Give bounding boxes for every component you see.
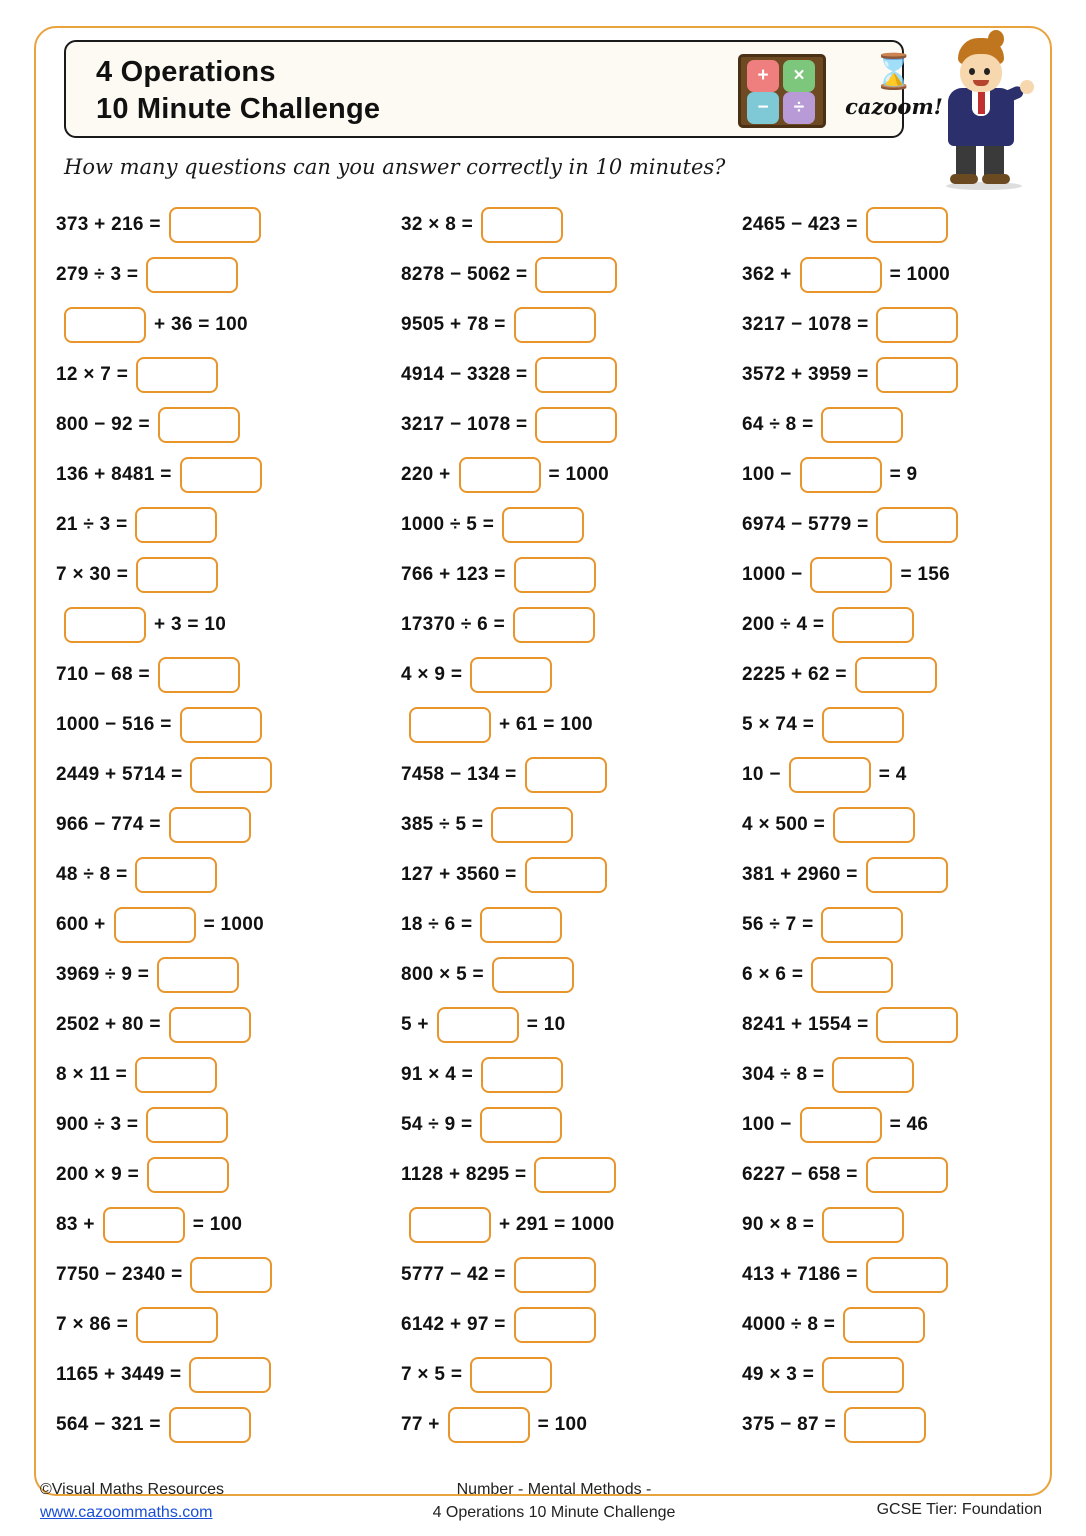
question-item (742, 500, 1036, 550)
question-item (56, 1350, 401, 1400)
question-item (742, 900, 1036, 950)
answer-box[interactable] (876, 357, 958, 393)
question-item (742, 850, 1036, 900)
question-text: 6142 + 97 = (400, 1314, 506, 1335)
question-item (56, 1200, 401, 1250)
question-item (56, 1300, 401, 1350)
question-item (56, 250, 401, 300)
question-item (56, 450, 401, 500)
question-text: 381 + 2960 = (742, 864, 858, 885)
question-item (401, 550, 742, 600)
question-text: 2502 + 80 = (56, 1014, 161, 1035)
title-line-1: 4 Operations (96, 56, 276, 88)
question-text: 54 ÷ 9 = (400, 1114, 473, 1135)
question-item (56, 700, 401, 750)
answer-box[interactable] (180, 707, 262, 743)
question-text: 2465 − 423 = (742, 214, 858, 235)
question-text: 5777 − 42 = (400, 1264, 506, 1285)
answer-box[interactable] (800, 457, 882, 493)
question-column-2 (401, 200, 742, 1450)
answer-box[interactable] (480, 1107, 562, 1143)
question-text: 304 ÷ 8 = (742, 1064, 825, 1085)
worksheet-header (64, 40, 1024, 142)
answer-box[interactable] (158, 407, 240, 443)
answer-box[interactable] (502, 507, 584, 543)
question-suffix: = 9 (889, 464, 918, 485)
question-item (56, 900, 401, 950)
question-column-1 (56, 200, 401, 1450)
question-text: 7458 − 134 = (400, 764, 517, 785)
answer-box[interactable] (876, 507, 958, 543)
topic-line-1: Number - Mental Methods - (456, 1481, 652, 1498)
question-item (56, 200, 401, 250)
question-text: 77 + (400, 1414, 440, 1435)
answer-box[interactable] (147, 1157, 229, 1193)
question-item (742, 1150, 1036, 1200)
question-text: 6 × 6 = (742, 964, 804, 985)
answer-box[interactable] (811, 957, 893, 993)
page-footer (34, 1478, 1052, 1536)
answer-box[interactable] (158, 657, 240, 693)
question-item (401, 250, 742, 300)
question-item (401, 450, 742, 500)
answer-box[interactable] (822, 1357, 904, 1393)
question-text: 766 + 123 = (400, 564, 506, 585)
question-text: 1000 − 516 = (56, 714, 172, 735)
answer-box[interactable] (157, 957, 239, 993)
question-item (56, 850, 401, 900)
question-text: 3969 ÷ 9 = (56, 964, 150, 985)
question-item (56, 300, 401, 350)
answer-box[interactable] (459, 457, 541, 493)
answer-box[interactable] (169, 1007, 251, 1043)
question-text: 375 − 87 = (742, 1414, 836, 1435)
question-item (742, 1350, 1036, 1400)
answer-box[interactable] (844, 1407, 926, 1443)
question-text: 385 ÷ 5 = (400, 814, 484, 835)
answer-box[interactable] (534, 1157, 616, 1193)
question-item (742, 350, 1036, 400)
question-text: 600 + (56, 914, 106, 935)
question-text: 136 + 8481 = (56, 464, 172, 485)
question-item (742, 400, 1036, 450)
question-item (401, 400, 742, 450)
answer-box[interactable] (103, 1207, 185, 1243)
question-text: 21 ÷ 3 = (56, 514, 128, 535)
question-text: 1000 ÷ 5 = (400, 514, 495, 535)
times-tile-icon: × (783, 60, 815, 92)
answer-box[interactable] (535, 357, 617, 393)
question-item (401, 750, 742, 800)
footer-left (40, 1478, 224, 1524)
question-text: 362 + (742, 264, 792, 285)
answer-box[interactable] (876, 307, 958, 343)
question-text: 900 ÷ 3 = (56, 1114, 139, 1135)
question-text: 12 × 7 = (56, 364, 129, 385)
answer-box[interactable] (789, 757, 871, 793)
question-item (401, 950, 742, 1000)
question-suffix: + 36 = 100 (154, 314, 248, 335)
question-item (742, 1050, 1036, 1100)
answer-box[interactable] (480, 907, 562, 943)
question-text: 49 × 3 = (742, 1364, 815, 1385)
question-item (742, 1200, 1036, 1250)
question-item (742, 1250, 1036, 1300)
answer-box[interactable] (189, 1357, 271, 1393)
question-text: 32 × 8 = (400, 214, 474, 235)
question-item (742, 200, 1036, 250)
question-text: 91 × 4 = (400, 1064, 474, 1085)
answer-box[interactable] (514, 557, 596, 593)
student-mascot-illustration (932, 36, 1042, 188)
question-text: 564 − 321 = (56, 1414, 161, 1435)
question-item (401, 850, 742, 900)
question-item (742, 800, 1036, 850)
question-item (56, 1000, 401, 1050)
questions-grid (56, 200, 1036, 1450)
question-text: 5 × 74 = (742, 714, 815, 735)
tier-label: GCSE Tier: Foundation (876, 1501, 1042, 1518)
question-item (401, 1250, 742, 1300)
answer-box[interactable] (832, 607, 914, 643)
question-item (401, 800, 742, 850)
question-text: 2225 + 62 = (742, 664, 847, 685)
question-suffix: = 156 (900, 564, 951, 585)
question-text: 800 − 92 = (56, 414, 150, 435)
question-item (401, 1300, 742, 1350)
operations-logo-icon (738, 54, 826, 128)
question-suffix: = 4 (878, 764, 907, 785)
answer-box[interactable] (514, 307, 596, 343)
answer-box[interactable] (135, 1057, 217, 1093)
question-item (401, 200, 742, 250)
question-item (742, 300, 1036, 350)
question-suffix: + 3 = 10 (154, 614, 227, 635)
question-suffix: = 10 (526, 1014, 566, 1035)
question-item (56, 1050, 401, 1100)
copyright-text: ©Visual Maths Resources (40, 1481, 225, 1498)
question-item (742, 1000, 1036, 1050)
question-item (401, 1200, 742, 1250)
answer-box[interactable] (535, 407, 617, 443)
answer-box[interactable] (514, 1257, 596, 1293)
answer-box[interactable] (832, 1057, 914, 1093)
answer-box[interactable] (169, 807, 251, 843)
question-item (56, 750, 401, 800)
answer-box[interactable] (822, 707, 904, 743)
question-text: 3217 − 1078 = (400, 414, 528, 435)
answer-box[interactable] (470, 657, 552, 693)
question-text: 6227 − 658 = (742, 1164, 858, 1185)
answer-box[interactable] (409, 1207, 491, 1243)
answer-box[interactable] (514, 1307, 596, 1343)
answer-box[interactable] (448, 1407, 530, 1443)
answer-box[interactable] (437, 1007, 519, 1043)
answer-box[interactable] (535, 257, 617, 293)
answer-box[interactable] (136, 557, 218, 593)
question-text: 7750 − 2340 = (56, 1264, 183, 1285)
answer-box[interactable] (855, 657, 937, 693)
question-item (56, 1400, 401, 1450)
question-item (742, 950, 1036, 1000)
question-text: 413 + 7186 = (742, 1264, 858, 1285)
question-item (742, 750, 1036, 800)
question-suffix: = 100 (537, 1414, 588, 1435)
question-text: 100 − (742, 464, 792, 485)
answer-box[interactable] (833, 807, 915, 843)
question-item (401, 1100, 742, 1150)
question-item (401, 1150, 742, 1200)
question-item (401, 500, 742, 550)
question-text: 3572 + 3959 = (742, 364, 869, 385)
question-item (56, 350, 401, 400)
question-text: 56 ÷ 7 = (742, 914, 814, 935)
answer-box[interactable] (135, 507, 217, 543)
title-box (64, 40, 943, 138)
question-text: 48 ÷ 8 = (56, 864, 128, 885)
question-text: 279 ÷ 3 = (56, 264, 139, 285)
question-text: 4 × 500 = (742, 814, 825, 835)
question-text: 4 × 9 = (400, 664, 463, 685)
question-item (56, 950, 401, 1000)
question-column-3 (742, 200, 1036, 1450)
website-link[interactable]: www.cazoommaths.com (40, 1504, 213, 1521)
minus-tile-icon: − (747, 92, 779, 124)
question-item (401, 1350, 742, 1400)
question-item (56, 650, 401, 700)
answer-box[interactable] (470, 1357, 552, 1393)
question-suffix: = 100 (192, 1214, 243, 1235)
question-item (742, 1300, 1036, 1350)
answer-box[interactable] (821, 407, 903, 443)
answer-box[interactable] (492, 957, 574, 993)
question-text: 6974 − 5779 = (742, 514, 869, 535)
question-item (401, 700, 742, 750)
answer-box[interactable] (866, 207, 948, 243)
question-item (401, 1000, 742, 1050)
answer-box[interactable] (876, 1007, 958, 1043)
question-text: 2449 + 5714 = (56, 764, 183, 785)
question-item (401, 1400, 742, 1450)
question-suffix: = 1000 (548, 464, 609, 485)
question-item (401, 650, 742, 700)
question-text: 7 × 30 = (56, 564, 129, 585)
instructions-text: How many questions can you answer correctly in 10 minutes? (64, 155, 726, 179)
brand-name: cazoom! (845, 94, 943, 119)
question-item (742, 650, 1036, 700)
question-text: 7 × 5 = (400, 1364, 463, 1385)
question-text: 83 + (56, 1214, 95, 1235)
question-item (56, 800, 401, 850)
answer-box[interactable] (190, 757, 272, 793)
question-text: 18 ÷ 6 = (400, 914, 473, 935)
question-text: 710 − 68 = (56, 664, 150, 685)
question-item (742, 250, 1036, 300)
divide-tile-icon: ÷ (783, 92, 815, 124)
question-text: 966 − 774 = (56, 814, 161, 835)
question-item (56, 400, 401, 450)
question-text: 200 ÷ 4 = (742, 614, 825, 635)
plus-tile-icon: + (747, 60, 779, 92)
question-text: 1165 + 3449 = (56, 1364, 182, 1385)
question-item (56, 600, 401, 650)
answer-box[interactable] (481, 1057, 563, 1093)
title-line-2: 10 Minute Challenge (96, 93, 381, 125)
answer-box[interactable] (810, 557, 892, 593)
question-suffix: + 291 = 1000 (498, 1214, 615, 1235)
question-text: 4914 − 3328 = (400, 364, 528, 385)
page-title (96, 54, 380, 128)
question-item (401, 1050, 742, 1100)
question-item (56, 1100, 401, 1150)
answer-box[interactable] (800, 257, 882, 293)
question-text: 1128 + 8295 = (400, 1164, 527, 1185)
question-text: 7 × 86 = (56, 1314, 129, 1335)
question-text: 5 + (400, 1014, 429, 1035)
answer-box[interactable] (866, 857, 948, 893)
answer-box[interactable] (800, 1107, 882, 1143)
answer-box[interactable] (146, 257, 238, 293)
question-text: 200 × 9 = (56, 1164, 139, 1185)
topic-line-2: 4 Operations 10 Minute Challenge (432, 1504, 676, 1521)
answer-box[interactable] (513, 607, 595, 643)
answer-box[interactable] (866, 1157, 948, 1193)
question-text: 4000 ÷ 8 = (742, 1314, 836, 1335)
answer-box[interactable] (822, 1207, 904, 1243)
answer-box[interactable] (64, 607, 146, 643)
question-item (401, 900, 742, 950)
question-text: 800 × 5 = (400, 964, 484, 985)
question-item (56, 500, 401, 550)
question-text: 10 − (742, 764, 781, 785)
answer-box[interactable] (821, 907, 903, 943)
answer-box[interactable] (136, 1307, 218, 1343)
question-suffix: + 61 = 100 (498, 714, 593, 735)
question-text: 220 + (400, 464, 451, 485)
answer-box[interactable] (180, 457, 262, 493)
question-item (401, 350, 742, 400)
question-suffix: = 1000 (203, 914, 265, 935)
answer-box[interactable] (169, 207, 261, 243)
question-suffix: = 46 (889, 1114, 929, 1135)
answer-box[interactable] (136, 357, 218, 393)
question-item (56, 550, 401, 600)
question-item (742, 600, 1036, 650)
question-text: 8278 − 5062 = (400, 264, 528, 285)
question-item (742, 700, 1036, 750)
question-text: 127 + 3560 = (400, 864, 517, 885)
question-item (742, 450, 1036, 500)
question-text: 64 ÷ 8 = (742, 414, 814, 435)
answer-box[interactable] (146, 1107, 228, 1143)
question-item (742, 1400, 1036, 1450)
footer-center (364, 1478, 744, 1524)
answer-box[interactable] (843, 1307, 925, 1343)
question-text: 9505 + 78 = (400, 314, 506, 335)
answer-box[interactable] (64, 307, 146, 343)
question-item (56, 1150, 401, 1200)
question-text: 8 × 11 = (56, 1064, 128, 1085)
question-item (401, 300, 742, 350)
answer-box[interactable] (135, 857, 217, 893)
question-suffix: = 1000 (889, 264, 951, 285)
question-item (742, 1100, 1036, 1150)
question-item (401, 600, 742, 650)
question-text: 373 + 216 = (56, 214, 161, 235)
question-text: 17370 ÷ 6 = (400, 614, 506, 635)
answer-box[interactable] (409, 707, 491, 743)
answer-box[interactable] (866, 1257, 948, 1293)
question-text: 1000 − (742, 564, 803, 585)
answer-box[interactable] (491, 807, 573, 843)
question-text: 8241 + 1554 = (742, 1014, 869, 1035)
answer-box[interactable] (525, 757, 607, 793)
question-item (56, 1250, 401, 1300)
answer-box[interactable] (114, 907, 196, 943)
answer-box[interactable] (525, 857, 607, 893)
question-text: 100 − (742, 1114, 792, 1135)
question-item (742, 550, 1036, 600)
hourglass-icon: ⌛ (872, 53, 916, 91)
answer-box[interactable] (481, 207, 563, 243)
question-text: 90 × 8 = (742, 1214, 815, 1235)
answer-box[interactable] (169, 1407, 251, 1443)
answer-box[interactable] (190, 1257, 272, 1293)
question-text: 3217 − 1078 = (742, 314, 869, 335)
